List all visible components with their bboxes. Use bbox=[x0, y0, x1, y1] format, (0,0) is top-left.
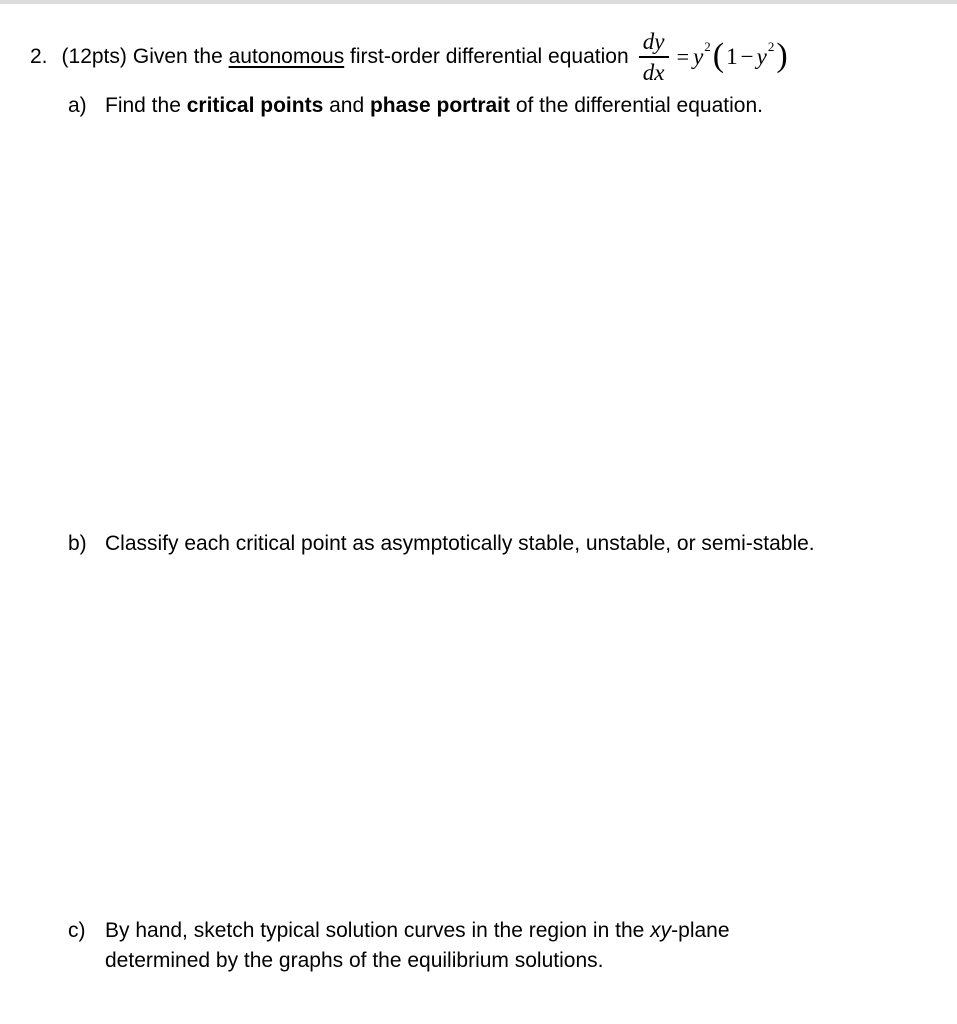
part-c-line2: determined by the graphs of the equilibrium solutions. bbox=[105, 949, 604, 972]
differential-equation bbox=[639, 30, 790, 84]
equation-variable: y bbox=[693, 44, 704, 69]
top-border bbox=[0, 0, 957, 4]
question-underlined-term: autonomous bbox=[228, 45, 345, 68]
close-paren: ) bbox=[776, 37, 788, 74]
part-a-label: a) bbox=[68, 94, 87, 117]
part-c-seg2: -plane bbox=[671, 919, 730, 942]
part-c-label: c) bbox=[68, 919, 86, 942]
question-points: (12pts) bbox=[61, 45, 127, 68]
part-a-seg3: of the differential equation. bbox=[510, 94, 763, 117]
equation-constant: 1 bbox=[726, 44, 738, 69]
part-b-label: b) bbox=[68, 532, 87, 555]
fraction-denominator: dx bbox=[642, 59, 665, 85]
derivative-fraction bbox=[639, 30, 669, 84]
part-a-seg2: and bbox=[323, 94, 370, 117]
part-b bbox=[68, 529, 815, 559]
question-number: 2. bbox=[30, 45, 48, 68]
equals-sign: = bbox=[676, 44, 690, 69]
part-c-text bbox=[105, 916, 730, 976]
part-c bbox=[68, 916, 730, 976]
part-a bbox=[68, 91, 763, 121]
equation-exponent-2: 2 bbox=[767, 39, 775, 54]
equation-exponent: 2 bbox=[704, 39, 711, 54]
part-a-text bbox=[105, 91, 763, 121]
part-a-bold-phase-portrait: phase portrait bbox=[369, 94, 510, 117]
part-b-text: Classify each critical point as asymptotically stable, unstable, or semi-stable. bbox=[105, 532, 815, 555]
minus-sign: − bbox=[740, 44, 754, 69]
fraction-numerator: dy bbox=[642, 29, 665, 55]
part-a-seg1: Find the bbox=[105, 94, 187, 117]
part-c-italic-xy: xy bbox=[650, 919, 672, 942]
question-text-before: Given the bbox=[132, 45, 229, 68]
part-a-bold-critical-points: critical points bbox=[186, 94, 324, 117]
part-c-seg1: By hand, sketch typical solution curves in the region in the bbox=[105, 919, 651, 942]
open-paren: ( bbox=[712, 37, 725, 74]
equation-variable-2: y bbox=[756, 44, 767, 69]
question-header bbox=[30, 22, 790, 92]
question-text-after: first-order differential equation bbox=[344, 45, 629, 68]
